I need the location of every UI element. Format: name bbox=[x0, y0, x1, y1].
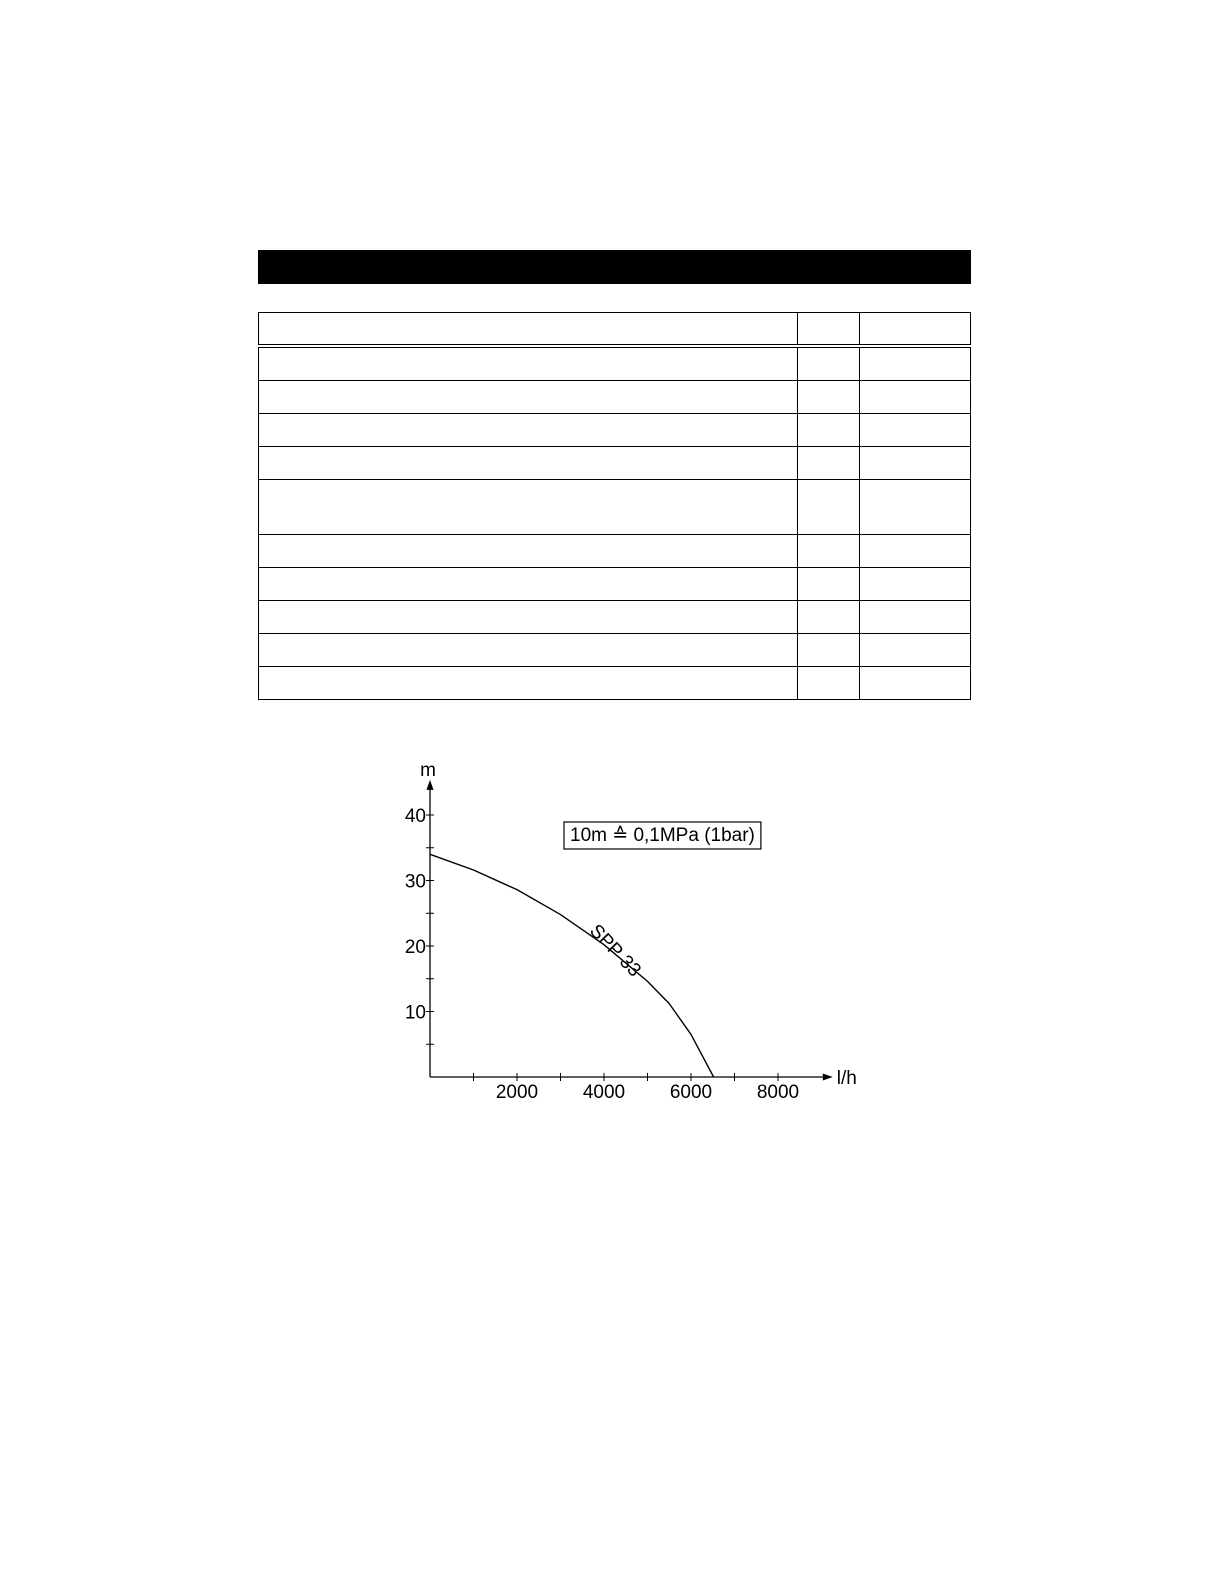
x-tick-label: 2000 bbox=[495, 1082, 539, 1103]
table-cell-label bbox=[259, 414, 798, 447]
table-cell-value bbox=[859, 414, 970, 447]
table-cell-label bbox=[259, 634, 798, 667]
table-row bbox=[259, 634, 971, 667]
table-cell-label bbox=[259, 601, 798, 634]
table-cell-value bbox=[859, 568, 970, 601]
table-cell-value bbox=[859, 601, 970, 634]
section-header-bar bbox=[258, 250, 971, 284]
x-axis-label: l/h bbox=[836, 1068, 857, 1089]
x-axis-arrow bbox=[823, 1074, 833, 1081]
header-cell-label bbox=[259, 313, 798, 347]
table-cell-unit bbox=[797, 601, 859, 634]
table-cell-unit bbox=[797, 535, 859, 568]
table-row bbox=[259, 381, 971, 414]
table-cell-value bbox=[859, 634, 970, 667]
y-tick-label: 10 bbox=[404, 1002, 426, 1024]
table-cell-value bbox=[859, 381, 970, 414]
table-cell-value bbox=[859, 346, 970, 381]
table-cell-label bbox=[259, 568, 798, 601]
table-row bbox=[259, 346, 971, 381]
table-cell-value bbox=[859, 667, 970, 700]
specification-table bbox=[258, 312, 971, 700]
table-row bbox=[259, 535, 971, 568]
table-cell-label bbox=[259, 447, 798, 480]
table-cell-unit bbox=[797, 381, 859, 414]
table-cell-unit bbox=[797, 634, 859, 667]
table-cell-value bbox=[859, 480, 970, 535]
table-cell-label bbox=[259, 667, 798, 700]
series-label: SPP 33 bbox=[585, 920, 645, 982]
table-cell-unit bbox=[797, 346, 859, 381]
x-tick-label: 8000 bbox=[756, 1082, 800, 1103]
header-cell-unit bbox=[797, 313, 859, 347]
table-cell-value bbox=[859, 447, 970, 480]
y-axis-label: m bbox=[420, 760, 436, 781]
table-cell-unit bbox=[797, 568, 859, 601]
x-tick-label: 6000 bbox=[669, 1082, 713, 1103]
table-header-row bbox=[259, 313, 971, 347]
table-cell-label bbox=[259, 346, 798, 381]
table-cell-unit bbox=[797, 414, 859, 447]
table-row bbox=[259, 667, 971, 700]
table-row bbox=[259, 601, 971, 634]
pump-performance-chart bbox=[380, 760, 860, 1110]
table-cell-label bbox=[259, 381, 798, 414]
table-body bbox=[259, 346, 971, 700]
table-row bbox=[259, 568, 971, 601]
table-cell-label bbox=[259, 480, 798, 535]
header-cell-value bbox=[859, 313, 970, 347]
table-cell-value bbox=[859, 535, 970, 568]
y-tick-label: 30 bbox=[404, 871, 426, 893]
y-axis-arrow bbox=[427, 780, 434, 790]
table-row bbox=[259, 480, 971, 535]
table-row bbox=[259, 447, 971, 480]
table-row bbox=[259, 414, 971, 447]
table-cell-unit bbox=[797, 480, 859, 535]
x-tick-label: 4000 bbox=[582, 1082, 626, 1103]
table-cell-unit bbox=[797, 447, 859, 480]
unit-conversion-note: 10m ≙ 0,1MPa (1bar) bbox=[570, 825, 755, 846]
table-cell-label bbox=[259, 535, 798, 568]
table-cell-unit bbox=[797, 667, 859, 700]
series-line-0 bbox=[430, 854, 714, 1077]
y-tick-label: 40 bbox=[404, 806, 426, 827]
y-tick-label: 20 bbox=[404, 937, 426, 958]
